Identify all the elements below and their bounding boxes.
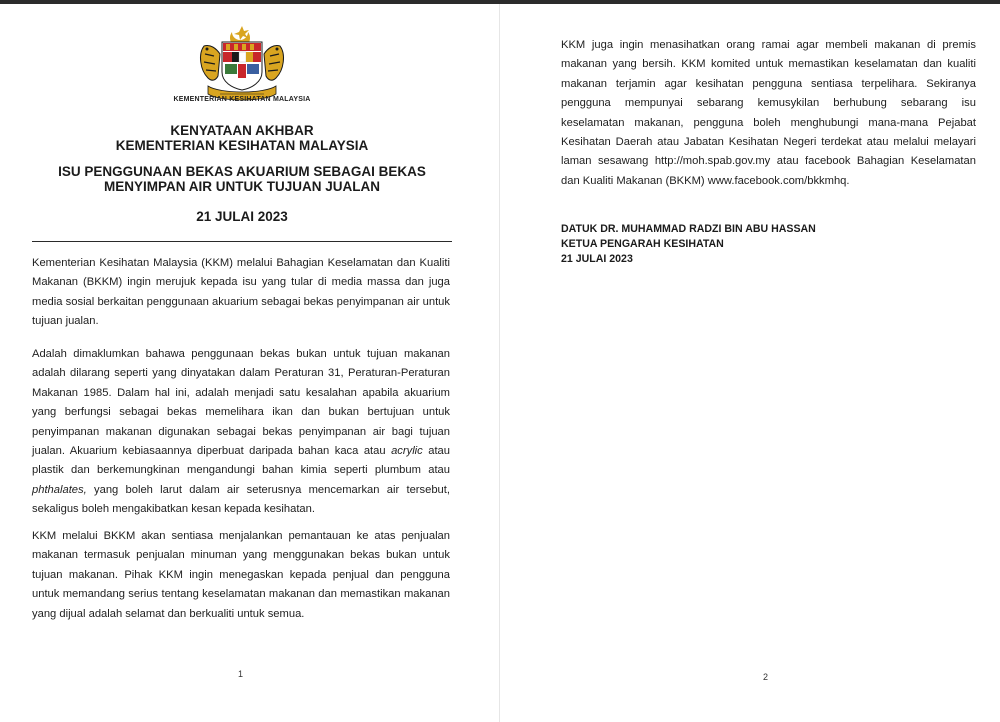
- document-page-2: [500, 4, 1000, 722]
- heading-line-1: KENYATAAN AKHBAR: [170, 123, 314, 138]
- paragraph-2-text-b: atau plastik dan berkemungkinan mengandungi bahan kimia seperti plumbum atau: [32, 445, 451, 477]
- subject-line-2: MENYIMPAN AIR UNTUK TUJUAN JUALAN: [104, 179, 380, 194]
- body-paragraph-3: KKM melalui BKKM akan sentiasa menjalankan pemantauan ke atas penjualan makanan termasuk penjualan minuman yang menggunakan bekas bukan untuk tujuan makanan. Pihak KKM ingin menegaskan kepada penjual dan pengguna untuk memandang serius tentang keselamatan makanan dan memastikan makanan yang dijual adalah selamat dan berkualiti untuk semua.: [32, 530, 450, 620]
- press-statement-heading: [32, 123, 452, 153]
- signatory-name: DATUK DR. MUHAMMAD RADZI BIN ABU HASSAN: [561, 223, 816, 235]
- signature-block: [561, 222, 816, 267]
- body-paragraph-2: [32, 345, 450, 520]
- subject-heading: [32, 164, 452, 194]
- italic-term-phthalates: phthalates,: [32, 483, 87, 496]
- malaysia-coat-of-arms-logo: [190, 24, 294, 106]
- heading-rule: [32, 241, 452, 242]
- signatory-date: 21 JULAI 2023: [561, 253, 633, 265]
- italic-term-acrylic: acrylic: [391, 445, 423, 458]
- body-paragraph-4: KKM juga ingin menasihatkan orang ramai agar membeli makanan di premis makanan yang bersih. KKM komited untuk memastikan keselamatan dan kualiti makanan terjamin agar kesihatan pengguna sentiasa terpelihara. Sekiranya pengguna mempunyai sebarang kemusykilan berhubung sebarang isu keselamatan makanan, pengguna boleh menghubungi mana-mana Pejabat Kesihatan Daerah atau Jabatan Kesihatan Negeri terdekat atau melalui melayari laman sesawang http://moh.spab.gov.my atau facebook Bahagian Keselamatan dan Kualiti Makanan (BKKM) www.facebook.com/bkkmhq.: [561, 39, 976, 187]
- subject-line-1: ISU PENGGUNAAN BEKAS AKUARIUM SEBAGAI BEKAS: [58, 164, 426, 179]
- crest-caption: KEMENTERIAN KESIHATAN MALAYSIA: [173, 96, 311, 103]
- paragraph-2-text-c: yang boleh larut dalam air seterusnya mencemarkan air tersebut, sekaligus boleh mengakibatkan kesan kepada kesihatan.: [32, 483, 450, 516]
- paragraph-2-text-a: Adalah dimaklumkan bahawa penggunaan bekas bukan untuk tujuan makanan adalah dilarang seperti yang dinyatakan dalam Peraturan 31, Peraturan-Peraturan Makanan 1985. Dalam hal ini, adalah menjadi satu kesalahan apabila akuarium yang berfungsi sebagai bekas memelihara ikan dan bukan bertujuan untuk penyimpanan makanan digunakan sebagai bekas penyimpanan air bagi tujuan jualan. Akuarium kebiasaannya diperbuat daripada bahan kaca atau: [32, 348, 450, 458]
- document-page-1: [0, 4, 500, 722]
- page-number: 2: [763, 672, 769, 682]
- heading-line-2: KEMENTERIAN KESIHATAN MALAYSIA: [115, 138, 369, 153]
- statement-date: 21 JULAI 2023: [196, 209, 288, 224]
- page-number: 1: [238, 669, 244, 679]
- body-paragraph-1: Kementerian Kesihatan Malaysia (KKM) melalui Bahagian Keselamatan dan Kualiti Makanan (BKKM) ingin merujuk kepada isu yang tular di media massa dan juga media sosial berkaitan penggunaan akuarium sebagai bekas penyimpanan air untuk tujuan jualan.: [32, 257, 450, 328]
- signatory-title: KETUA PENGARAH KESIHATAN: [561, 238, 724, 250]
